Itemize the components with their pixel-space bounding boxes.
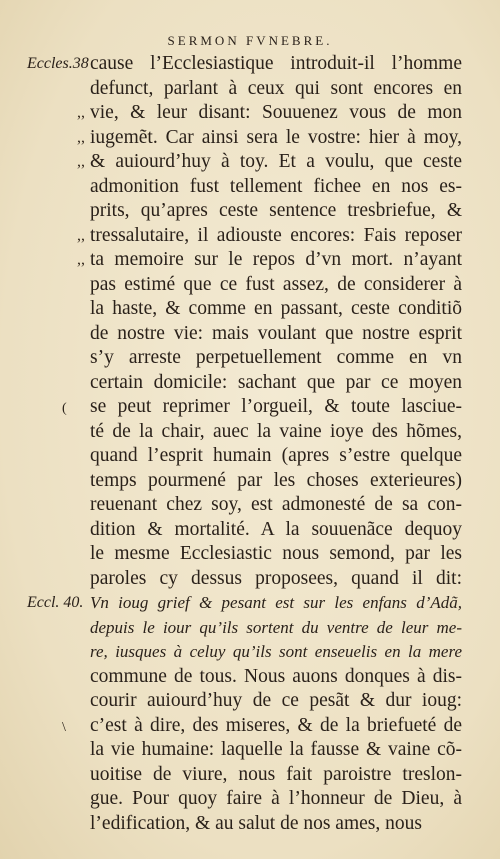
text-line [90,689,462,714]
line-text: dition & mortalité. A la souuenãce dequoy [90,518,462,540]
line-text: té de la chair, auec la vaine ioye des hõmes, [90,420,462,442]
line-text: temps pourmené par les choses exterieures) [90,469,462,491]
text-line [77,224,462,249]
text-line [90,616,462,641]
text-line [77,248,462,273]
text-line [90,738,462,763]
line-text: l’edification, & au salut de nos ames, nous [90,812,422,834]
line-text: commune de tous. Nous auons donques à dis- [90,665,462,687]
line-text: quand l’esprit humain (apres s’estre quelque [90,445,462,466]
text-line [90,567,462,592]
line-text: ta memoire sur le repos d’vn mort. n’ayant [90,249,462,270]
line-text: admonition fust tellement fichee en nos es- [90,175,462,197]
text-line [77,126,462,151]
line-text: c’est à dire, des miseres, & de la briefueté de [90,714,462,736]
margin-note: Eccl. 40. [27,594,84,611]
text-line [90,175,462,200]
text-line [90,787,462,812]
line-text: defunct, parlant à ceux qui sont encores en [90,77,462,99]
quotation-mark: ,, [77,226,85,244]
text-line [90,493,462,518]
quotation-mark: ,, [77,251,85,268]
line-text: iugemẽt. Car ainsi sera le vostre: hier à moy, [90,126,462,148]
running-header: SERMON FVNEBRE. [167,33,333,48]
text-line [90,542,462,567]
text-line [90,77,462,102]
line-text: uoitise de viure, nous fait paroistre treslon- [90,763,462,785]
text-line [90,273,462,298]
line-text: se peut reprimer l’orgueil, & toute lasciue- [90,396,462,417]
text-line [90,469,462,494]
quotation-mark: ,, [77,104,85,121]
line-text: Vn ioug grief & pesant est sur les enfans d’Adã, [90,593,462,612]
text-line [27,52,462,77]
line-text: le mesme Ecclesiastic nous semond, par les [90,543,462,564]
text-line [90,199,462,224]
line-text: de nostre vie: mais voulant que nostre esprit [90,322,462,344]
text-line [90,518,462,543]
text-line [27,591,462,616]
line-text: & auiourd’huy à toy. Et a voulu, que ceste [90,151,462,172]
line-text: vie, & leur disant: Souuenez vous de mon [90,102,462,123]
line-text: pas estimé que ce fust assez, de considerer à [90,273,462,295]
quotation-mark: ,, [77,128,85,146]
line-text: cause l’Ecclesiastique introduit-il l’homme [90,53,462,74]
line-text: certain domicile: sachant que par ce moyen [90,371,462,393]
margin-note: Eccles.38 [27,55,89,72]
text-line [90,420,462,445]
line-text: la haste, & comme en passant, ceste conditiõ [90,298,462,319]
quotation-mark: ,, [77,153,85,170]
margin-mark: ( [62,401,67,416]
line-text: depuis le iour qu’ils sortent du ventre de leur me- [90,617,462,637]
text-line [90,322,462,347]
line-text: re, iusques à celuy qu’ils sont enseuelis en la mere [90,642,462,661]
text-line [62,395,462,420]
line-text: reuenant chez soy, est admonesté de sa con- [90,494,462,515]
text-line [90,640,462,665]
line-text: prits, qu’apres ceste sentence tresbriefue, & [90,200,462,221]
text-line [90,444,462,469]
line-text: gue. Pour quoy faire à l’honneur de Dieu, à [90,788,462,809]
text-line [77,101,462,126]
line-text: s’y arreste perpetuellement comme en vn [90,347,462,368]
text-line [62,714,462,739]
text-line [90,665,462,690]
margin-mark: \ [62,719,66,735]
text-line [90,763,462,788]
text-line [77,150,462,175]
line-text: tressalutaire, il adiouste encores: Fais reposer [90,224,462,246]
line-text: la vie humaine: laquelle la fausse & vaine cõ- [90,739,462,760]
text-line [90,346,462,371]
line-text: paroles cy dessus proposees, quand il dit: [90,567,462,589]
text-line [90,297,462,322]
text-line [90,812,462,837]
text-line [90,371,462,396]
body-text [27,52,462,836]
line-text: courir auiourd’huy de ce pesãt & dur ioug: [90,690,462,711]
